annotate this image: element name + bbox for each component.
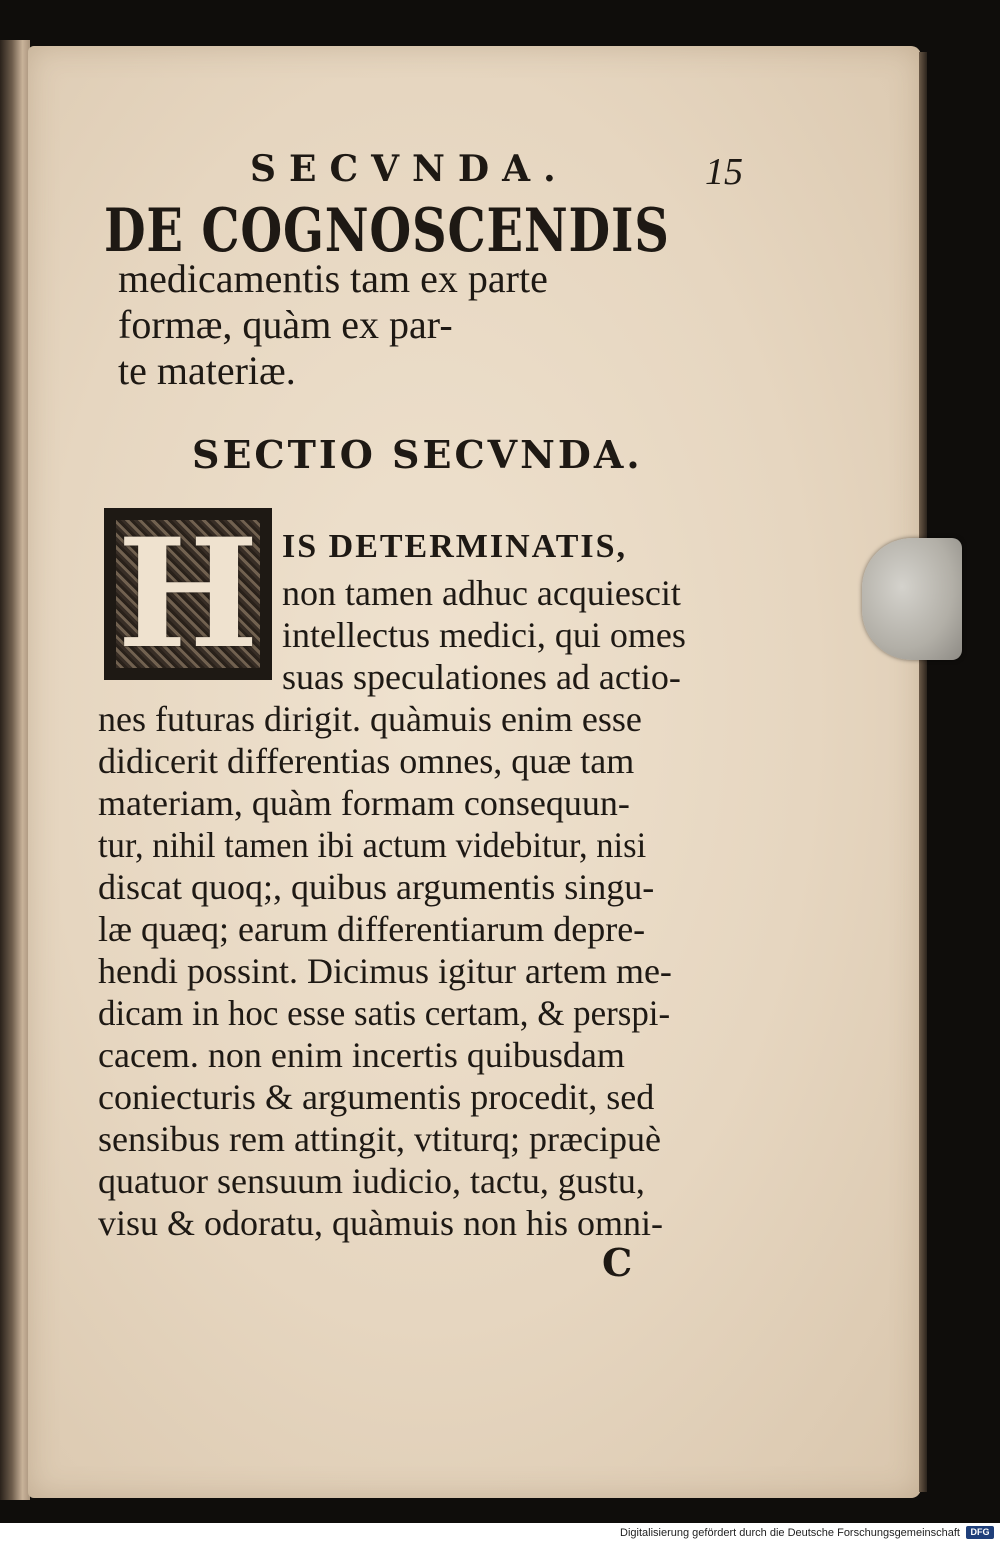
body-line-8: tur, nihil tamen ibi actum videbitur, nisi [98, 825, 647, 865]
body-line-3: intellectus medici, qui omes [282, 615, 686, 655]
digitization-footer [0, 1523, 1000, 1543]
section-heading: SECTIO SECVNDA. [192, 432, 643, 477]
running-head: SECVNDA. [250, 148, 569, 190]
body-line-5: nes futuras dirigit. quàmuis enim esse [98, 699, 642, 739]
body-line-16: quatuor sensuum iudicio, tactu, gustu, [98, 1161, 645, 1201]
initial-letter: H [117, 506, 259, 682]
footer-credit: Digitalisierung gefördert durch die Deutsche Forschungsgemeinschaft [620, 1527, 960, 1539]
bookmark-tab [862, 538, 962, 660]
body-line-11: hendi possint. Dicimus igitur artem me- [98, 951, 672, 991]
body-line-2: non tamen adhuc acquiescit [282, 573, 681, 613]
decorated-initial [104, 508, 272, 680]
chapter-title: DE COGNOSCENDIS [104, 196, 670, 266]
right-page-edge [919, 52, 927, 1492]
body-line-7: materiam, quàm formam consequun- [98, 783, 630, 823]
catchword: C [602, 1240, 633, 1285]
body-line-4: suas speculationes ad actio- [282, 657, 681, 697]
body-line-1: IS DETERMINATIS, [282, 528, 628, 565]
left-page-edge [0, 40, 30, 1500]
page-number: 15 [705, 151, 743, 193]
body-line-6: didicerit differentias omnes, quæ tam [98, 741, 635, 781]
body-line-10: læ quæq; earum differentiarum depre- [98, 909, 646, 949]
body-line-15: sensibus rem attingit, vtiturq; præcipuè [98, 1119, 661, 1159]
dfg-logo-icon: DFG [966, 1526, 994, 1539]
body-line-9: discat quoq;, quibus argumentis singu- [98, 867, 655, 907]
subtitle-line-3: te materiæ. [118, 348, 296, 393]
subtitle-line-2: formæ, quàm ex par- [118, 302, 453, 347]
body-line-14: coniecturis & argumentis procedit, sed [98, 1077, 655, 1117]
body-line-13: cacem. non enim incertis quibusdam [98, 1035, 625, 1075]
body-line-12: dicam in hoc esse satis certam, & perspi- [98, 993, 671, 1033]
subtitle-line-1: medicamentis tam ex parte [118, 256, 548, 301]
body-line-17: visu & odoratu, quàmuis non his omni- [98, 1203, 663, 1243]
